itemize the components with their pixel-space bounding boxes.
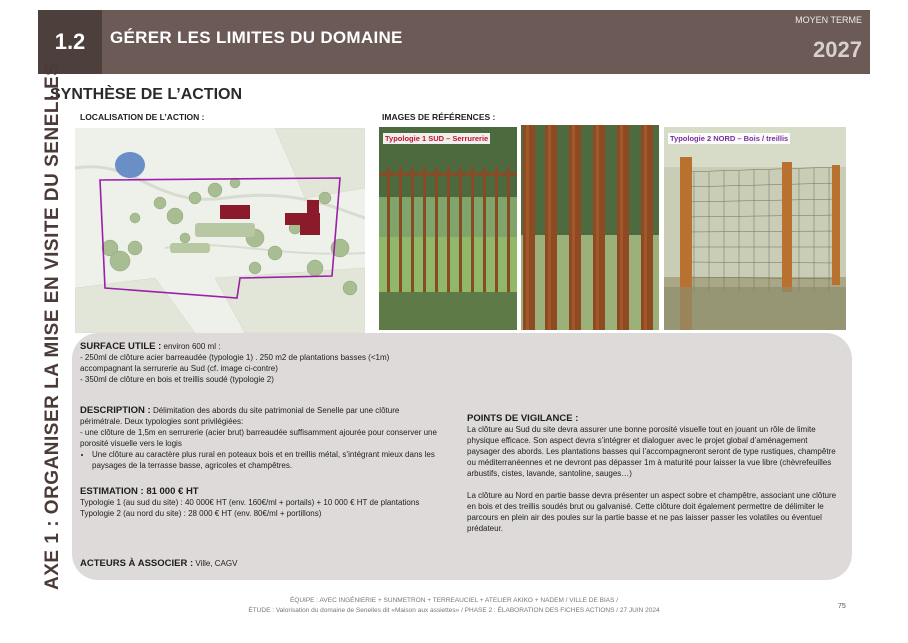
description-text-2: - une clôture de 1,5m en serrurerie (acier brut) barreaudée suffisamment ajourée pour conserver une porosité visuelle vers le logis: [80, 428, 437, 448]
estimation-line-2: Typologie 2 (au nord du site) : 28 000 € HT (env. 80€/ml + portillons): [80, 509, 322, 518]
vigilance-block: [467, 413, 839, 534]
surface-value: environ 600 ml :: [161, 342, 221, 351]
acteurs-value: Ville, CAGV: [193, 559, 238, 568]
action-number: 1.2: [38, 10, 102, 74]
site-plan-map: [75, 128, 365, 333]
description-block: [80, 405, 440, 471]
description-title: DESCRIPTION :: [80, 405, 151, 416]
pond: [115, 152, 145, 178]
surface-line-1: - 250ml de clôture acier barreaudée (typologie 1) . 250 m2 de plantations basses (<1m): [80, 353, 390, 362]
term-label: MOYEN TERME: [795, 15, 862, 25]
surface-title: SURFACE UTILE :: [80, 341, 162, 352]
surface-line-2: accompagnant la serrurerie au Sud (cf. image ci-contre): [80, 364, 278, 373]
typologie-sud-label: Typologie 1 SUD – Serrurerie: [385, 134, 489, 143]
acteurs-block: [80, 558, 440, 569]
localisation-label: LOCALISATION DE L’ACTION :: [80, 112, 205, 122]
surface-line-3: - 350ml de clôture en bois et treillis soudé (typologie 2): [80, 375, 274, 384]
vigilance-title: POINTS DE VIGILANCE :: [467, 413, 579, 424]
estimation-block: [80, 486, 440, 519]
action-title: GÉRER LES LIMITES DU DOMAINE: [110, 28, 403, 47]
description-text-1: Délimitation des abords du site patrimonial de Senelle par une clôture périmétrale. Deux typologies sont privilégiées:: [80, 406, 400, 426]
page-number: 75: [838, 603, 846, 610]
acteurs-title: ACTEURS À ASSOCIER :: [80, 558, 194, 569]
estimation-line-1: Typologie 1 (au sud du site) : 40 000€ HT (env. 160€/ml + portails) + 10 000 € HT de plantations: [80, 498, 420, 507]
footer-team: ÉQUIPE : AVEC INGÉNIERIE + SUNMETRON + TERREAUCIEL + ATELIER AKIKO + NADEM / VILLE DE BIAS /: [289, 597, 619, 604]
description-bullet: • Une clôture au caractère plus rural en poteaux bois et en treillis métal, s’intégrant mieux dans les paysages de la terrasse basse, agricoles et champêtres.: [92, 449, 440, 471]
axis-vertical-label: AXE 1 : ORGANISER LA MISE EN VISITE DU SENELLES: [42, 62, 63, 590]
section-title: SYNTHÈSE DE L’ACTION: [50, 86, 243, 103]
photo-typologie-sud: [379, 127, 517, 330]
surface-block: [80, 341, 440, 385]
vigilance-para-2: La clôture au Nord en partie basse devra présenter un aspect sobre et champêtre, associant une clôture en bois et des treillis soudés brut ou galvanisé. Cette clôture doit également permettre de délimiter le parcours en plein air des poules sur la partie basse et ne pas laisser passer les volatiles ou éventuel prédateur.: [467, 491, 837, 533]
typologie-nord-label: Typologie 2 NORD – Bois / treillis: [670, 134, 789, 143]
vigilance-para-1: La clôture au Sud du site devra assurer une bonne porosité visuelle tout en jouant un rôle de limite physique efficace. Son aspect devra s’intégrer et dialoguer avec le projet global d’aménagement paysager des abords. Les plantations basses qui l’accompagneront seront de type rustiques, champêtre ou méditerranéennes et ne devront pas dépasser 1m à maturité pour laisser la vue libre (chèvrefeuilles arbustifs, cistes, lavande, santoline, sauges…): [467, 425, 836, 478]
photo-typologie-nord: [664, 127, 846, 330]
footer-study: ÉTUDE : Valorisation du domaine de Senelles dit «Maison aux assiettes» / PHASE 2 : ÉLABORATION DES FICHES ACTIONS / 27 JUIN 2024: [248, 607, 660, 614]
images-label: IMAGES DE RÉFÉRENCES :: [382, 112, 496, 122]
estimation-title: ESTIMATION : 81 000 € HT: [80, 486, 199, 497]
term-year: 2027: [813, 37, 862, 62]
photo-steel-bars: [521, 125, 659, 330]
